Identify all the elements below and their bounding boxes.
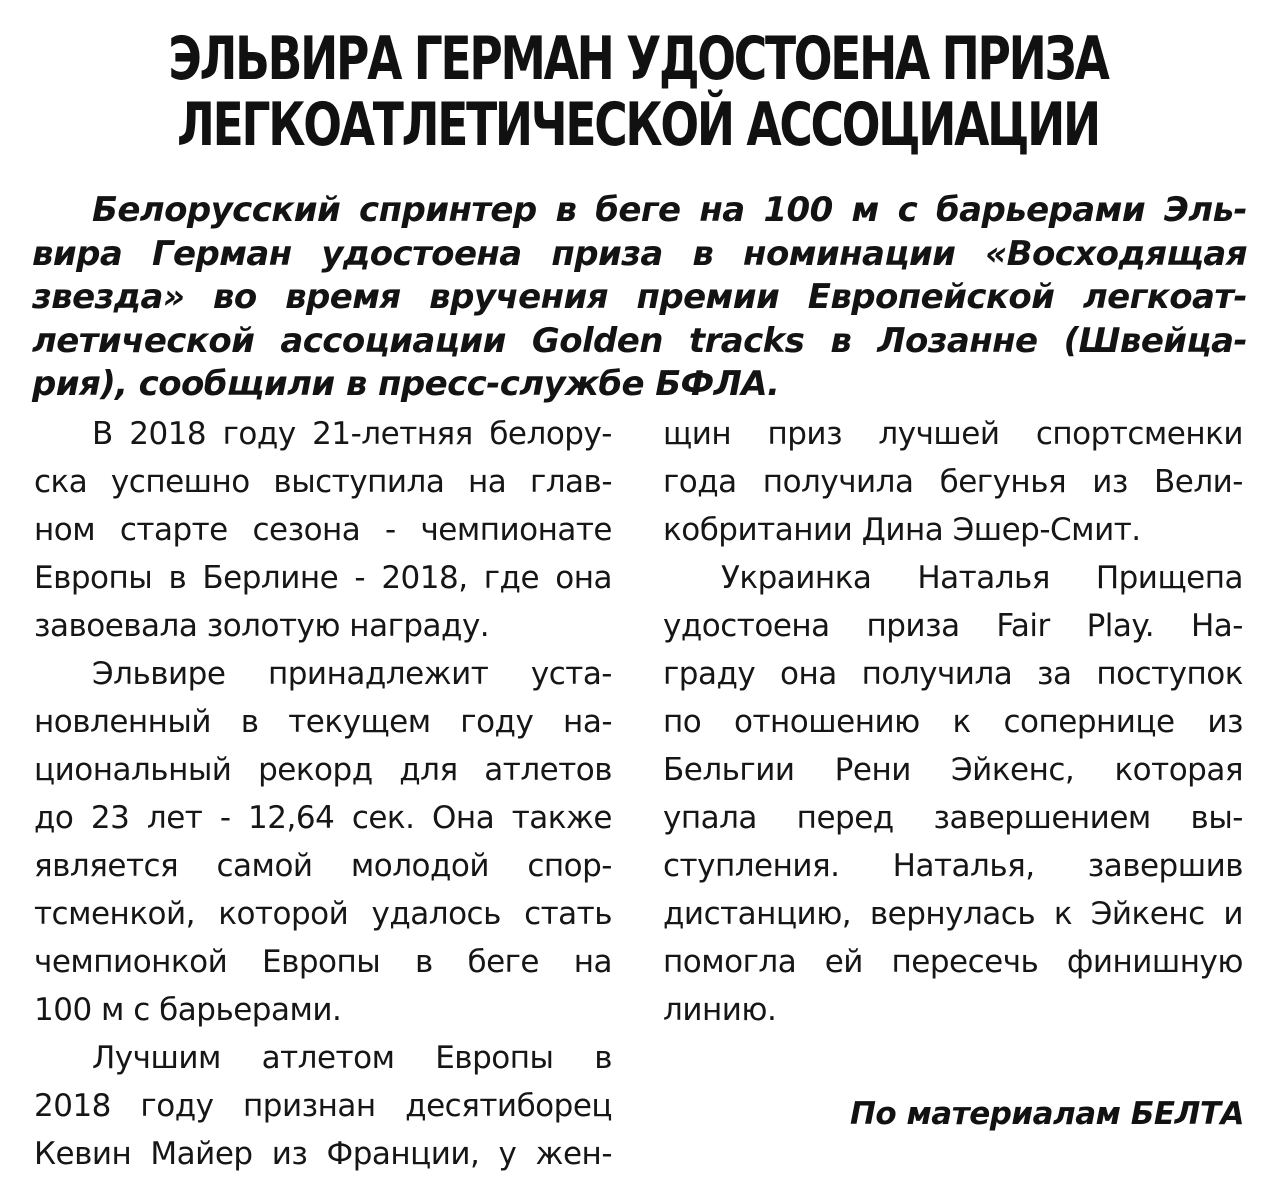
headline-line-1: ЭЛЬВИРА ГЕРМАН УДОСТОЕНА ПРИЗА (168, 24, 1108, 94)
text-line: Бельгии Рени Эйкенс, которая (663, 752, 1243, 788)
paragraph-fair-play (663, 554, 1243, 1034)
text-line: линию. (663, 992, 777, 1028)
article-lead (32, 189, 1247, 407)
text-line: года получила бегунья из Вели- (663, 464, 1243, 500)
text-line: чемпионкой Европы в беге на (34, 944, 612, 980)
article-headline (168, 26, 1107, 158)
paragraph-best-female (663, 410, 1243, 554)
text-line: упала перед завершением вы- (663, 800, 1243, 836)
text-line: Эльвире принадлежит уста- (92, 656, 612, 692)
text-line: граду она получила за поступок (663, 656, 1243, 692)
text-line: Лучшим атлетом Европы в (92, 1040, 612, 1076)
text-line: циональный рекорд для атлетов (34, 752, 612, 788)
headline-line-2: ЛЕГКОАТЛЕТИЧЕСКОЙ АССОЦИАЦИИ (177, 90, 1099, 160)
lead-line-4: летической ассоциации Golden tracks в Лозанне (Швейца- (32, 320, 1247, 361)
text-line: 2018 году признан десятиборец (34, 1088, 612, 1124)
lead-line-1: Белорусский спринтер в беге на 100 м с барьерами Эль- (92, 190, 1247, 230)
text-line: щин приз лучшей спортсменки (663, 416, 1243, 452)
text-line: кобритании Дина Эшер-Смит. (663, 512, 1141, 548)
text-line: новленный в текущем году на- (34, 704, 612, 740)
text-line: является самой молодой спор- (34, 848, 612, 884)
text-line: дистанцию, вернулась к Эйкенс и (663, 896, 1243, 932)
text-line: тсменкой, которой удалось стать (34, 896, 612, 932)
text-line: ном старте сезона - чемпионате (34, 512, 612, 548)
text-line: 100 м с барьерами. (34, 992, 342, 1028)
text-line: завоевала золотую награду. (34, 608, 490, 644)
text-line: Кевин Майер из Франции, у жен- (34, 1136, 612, 1172)
text-line: до 23 лет - 12,64 сек. Она также (34, 800, 612, 836)
text-line: ступления. Наталья, завершив (663, 848, 1243, 884)
lead-line-5: рия), сообщили в пресс-службе БФЛА. (32, 364, 780, 404)
text-line: В 2018 году 21-летняя белору- (92, 416, 612, 452)
paragraph-intro (34, 410, 612, 650)
paragraph-record (34, 650, 612, 1034)
text-line: по отношению к сопернице из (663, 704, 1243, 740)
lead-line-2: вира Герман удостоена приза в номинации «Восходящая (32, 233, 1247, 274)
right-column (663, 410, 1243, 1034)
text-line: Европы в Берлине - 2018, где она (34, 560, 612, 596)
lead-line-3: звезда» во время вручения премии Европейской легкоат- (32, 277, 1247, 317)
text-line: Украинка Наталья Прищепа (721, 560, 1243, 596)
text-line: помогла ей пересечь финишную (663, 944, 1243, 980)
left-column (34, 410, 612, 1178)
text-line: ска успешно выступила на глав- (34, 464, 612, 500)
article-source: По материалам БЕЛТА (849, 1096, 1244, 1132)
text-line: удостоена приза Fair Play. На- (663, 608, 1243, 644)
paragraph-best-athlete (34, 1034, 612, 1178)
